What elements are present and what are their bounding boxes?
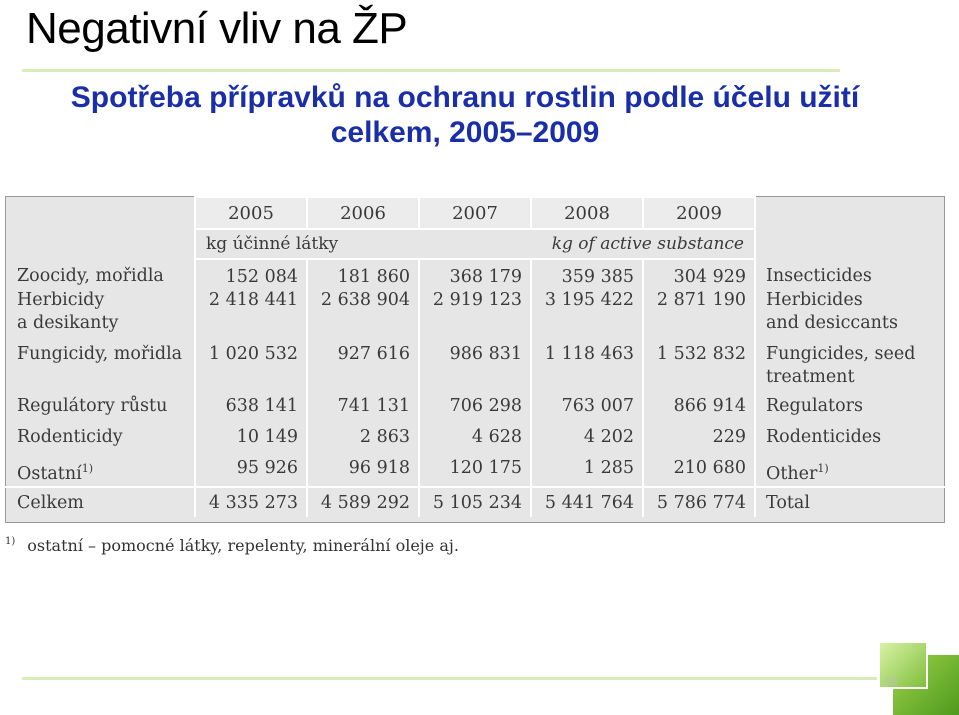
row-label-en-text: Other (766, 463, 818, 484)
value-cell: 1 020 532 (195, 343, 307, 395)
row-label-cz-line1: Herbicidy (17, 290, 105, 310)
table-row (5, 259, 945, 289)
unit-label-cz: kg účinné látky (206, 234, 339, 254)
row-label-en: Insecticides (755, 259, 945, 289)
total-value-cell: 4 335 273 (195, 487, 307, 517)
row-label-en-line2: treatment (766, 367, 855, 387)
header-blank-left (5, 197, 195, 229)
row-label-cz (5, 289, 195, 343)
value-cell: 120 175 (419, 457, 531, 487)
value-cell: 2 919 123 (419, 289, 531, 343)
value-cell: 359 385 (531, 259, 643, 289)
unit-row (5, 229, 945, 259)
pesticide-consumption-table (5, 196, 945, 517)
footnote-marker: 1) (817, 462, 829, 475)
subtitle-line-2: celkem, 2005–2009 (330, 116, 600, 149)
row-label-cz-line2: a desikanty (17, 313, 119, 333)
value-cell: 181 860 (307, 259, 419, 289)
value-cell: 986 831 (419, 343, 531, 395)
slide-title: Negativní vliv na ŽP (26, 4, 408, 53)
total-label-cz: Celkem (5, 487, 195, 517)
title-divider (22, 69, 840, 72)
value-cell: 1 532 832 (643, 343, 755, 395)
value-cell: 2 638 904 (307, 289, 419, 343)
value-cell: 95 926 (195, 457, 307, 487)
unit-blank-right (755, 229, 945, 259)
row-label-en: Regulators (755, 395, 945, 426)
row-label-cz: Fungicidy, mořidla (5, 343, 195, 395)
value-cell: 229 (643, 426, 755, 457)
unit-blank-left (5, 229, 195, 259)
value-cell: 638 141 (195, 395, 307, 426)
footnote (5, 536, 459, 555)
value-cell: 96 918 (307, 457, 419, 487)
total-row (5, 487, 945, 517)
value-cell: 2 418 441 (195, 289, 307, 343)
year-header-row (5, 197, 945, 229)
total-value-cell: 5 441 764 (531, 487, 643, 517)
total-value-cell: 5 786 774 (643, 487, 755, 517)
year-header: 2009 (643, 197, 755, 229)
table-row (5, 289, 945, 343)
value-cell: 741 131 (307, 395, 419, 426)
value-cell: 4 628 (419, 426, 531, 457)
footer-divider (22, 677, 877, 680)
footnote-marker: 1) (5, 536, 16, 547)
unit-label-en: kg of active substance (551, 234, 744, 254)
value-cell: 706 298 (419, 395, 531, 426)
row-label-en-line1: Fungicides, seed (766, 344, 916, 364)
total-label-en: Total (755, 487, 945, 517)
row-label-en: Rodenticides (755, 426, 945, 457)
page-number: 18 (884, 674, 898, 688)
row-label-cz: Rodenticidy (5, 426, 195, 457)
subtitle-line-1: Spotřeba přípravků na ochranu rostlin podle účelu užití (70, 81, 860, 114)
table-row (5, 343, 945, 395)
table-row (5, 426, 945, 457)
year-header: 2008 (531, 197, 643, 229)
value-cell: 1 118 463 (531, 343, 643, 395)
value-cell: 3 195 422 (531, 289, 643, 343)
footnote-text: ostatní – pomocné látky, repelenty, minerální oleje aj. (27, 536, 459, 555)
value-cell: 368 179 (419, 259, 531, 289)
value-cell: 10 149 (195, 426, 307, 457)
row-label-cz (5, 457, 195, 487)
value-cell: 4 202 (531, 426, 643, 457)
table-row (5, 395, 945, 426)
table-row (5, 457, 945, 487)
value-cell: 1 285 (531, 457, 643, 487)
row-label-cz: Zoocidy, mořidla (5, 259, 195, 289)
row-label-cz-text: Ostatní (17, 463, 82, 484)
value-cell: 927 616 (307, 343, 419, 395)
row-label-en (755, 343, 945, 395)
row-label-cz: Regulátory růstu (5, 395, 195, 426)
value-cell: 2 863 (307, 426, 419, 457)
total-value-cell: 5 105 234 (419, 487, 531, 517)
value-cell: 2 871 190 (643, 289, 755, 343)
value-cell: 763 007 (531, 395, 643, 426)
value-cell: 210 680 (643, 457, 755, 487)
slide-subtitle (0, 80, 930, 150)
value-cell: 866 914 (643, 395, 755, 426)
row-label-en (755, 457, 945, 487)
footnote-marker: 1) (81, 462, 93, 475)
row-label-en (755, 289, 945, 343)
year-header: 2005 (195, 197, 307, 229)
unit-cell (195, 229, 755, 259)
year-header: 2007 (419, 197, 531, 229)
value-cell: 304 929 (643, 259, 755, 289)
header-blank-right (755, 197, 945, 229)
row-label-en-line1: Herbicides (766, 290, 863, 310)
value-cell: 152 084 (195, 259, 307, 289)
total-value-cell: 4 589 292 (307, 487, 419, 517)
year-header: 2006 (307, 197, 419, 229)
row-label-en-line2: and desiccants (766, 313, 898, 333)
